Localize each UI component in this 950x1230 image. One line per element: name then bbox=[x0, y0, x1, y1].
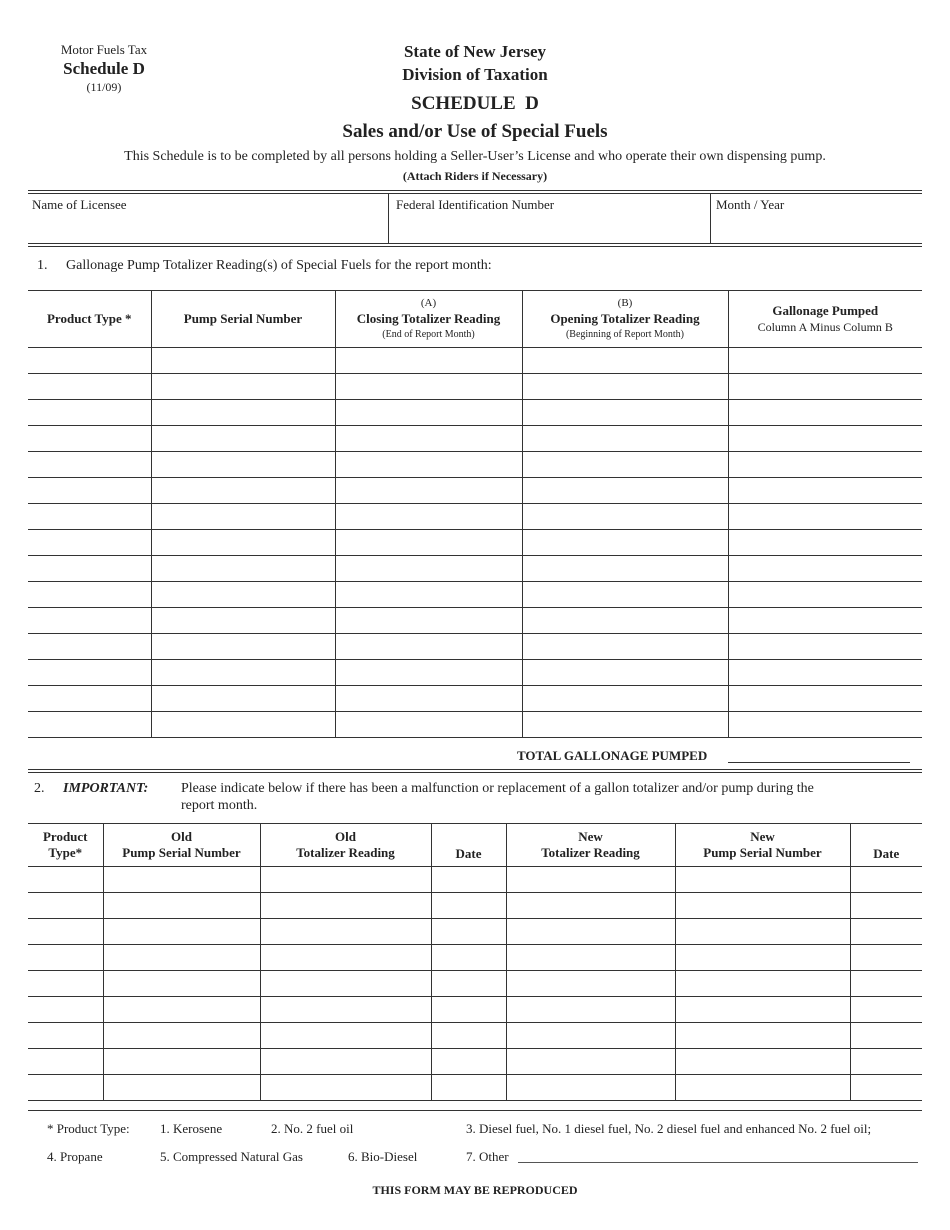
table-row bbox=[28, 712, 922, 738]
table-row bbox=[28, 686, 922, 712]
product-type-7: 7. Other bbox=[466, 1149, 509, 1164]
replacement-cell[interactable] bbox=[850, 893, 922, 919]
other-product-field[interactable] bbox=[518, 1162, 918, 1163]
col2-new-serial-line1: New bbox=[750, 829, 775, 844]
table-row bbox=[28, 556, 922, 582]
totalizer-cell[interactable] bbox=[728, 478, 922, 504]
replacement-cell[interactable] bbox=[28, 1023, 103, 1049]
section1-number: 1. bbox=[37, 258, 48, 273]
form-id-line2: Schedule D bbox=[63, 59, 145, 78]
totalizer-cell[interactable] bbox=[335, 582, 522, 608]
replacement-cell[interactable] bbox=[431, 1049, 506, 1075]
table-row bbox=[28, 530, 922, 556]
col2-old-reading-line1: Old bbox=[335, 829, 356, 844]
licensee-name-field[interactable] bbox=[30, 214, 386, 242]
replacement-cell[interactable] bbox=[506, 945, 675, 971]
replacement-cell[interactable] bbox=[675, 945, 850, 971]
table-row bbox=[28, 478, 922, 504]
table-row bbox=[28, 893, 922, 919]
replacement-cell[interactable] bbox=[260, 945, 431, 971]
form-id-line1: Motor Fuels Tax bbox=[60, 42, 148, 57]
totalizer-cell[interactable] bbox=[151, 582, 335, 608]
totalizer-cell[interactable] bbox=[335, 478, 522, 504]
replacement-cell[interactable] bbox=[431, 1023, 506, 1049]
replacement-cell[interactable] bbox=[28, 867, 103, 893]
totalizer-cell[interactable] bbox=[151, 426, 335, 452]
table-row bbox=[28, 660, 922, 686]
table-row bbox=[28, 1075, 922, 1101]
totalizer-cell[interactable] bbox=[335, 400, 522, 426]
replacement-cell[interactable] bbox=[103, 1049, 260, 1075]
replacement-cell[interactable] bbox=[675, 1023, 850, 1049]
totalizer-cell[interactable] bbox=[28, 374, 151, 400]
totalizer-cell[interactable] bbox=[335, 686, 522, 712]
replacement-cell[interactable] bbox=[850, 1023, 922, 1049]
replacement-cell[interactable] bbox=[103, 1023, 260, 1049]
totalizer-cell[interactable] bbox=[28, 660, 151, 686]
table-row bbox=[28, 426, 922, 452]
col2-new-reading-line1: New bbox=[578, 829, 603, 844]
totalizer-cell[interactable] bbox=[522, 374, 728, 400]
replacement-cell[interactable] bbox=[28, 971, 103, 997]
col2-old-reading-line2: Totalizer Reading bbox=[296, 845, 395, 860]
totalizer-cell[interactable] bbox=[151, 530, 335, 556]
replacement-cell[interactable] bbox=[431, 893, 506, 919]
totalizer-cell[interactable] bbox=[335, 712, 522, 738]
replacement-cell[interactable] bbox=[28, 919, 103, 945]
product-type-1: 1. Kerosene bbox=[160, 1121, 223, 1136]
instruction-text: This Schedule is to be completed by all persons holding a Seller-User’s License and who operate their own dispensing pump. bbox=[124, 149, 826, 164]
fein-label: Federal Identification Number bbox=[396, 197, 555, 212]
totalizer-cell[interactable] bbox=[151, 634, 335, 660]
col2-old-serial-line1: Old bbox=[171, 829, 192, 844]
replacement-cell[interactable] bbox=[675, 997, 850, 1023]
table-row bbox=[28, 634, 922, 660]
schedule-title: SCHEDULE D bbox=[411, 93, 539, 114]
replacement-cell[interactable] bbox=[28, 893, 103, 919]
totalizer-cell[interactable] bbox=[728, 608, 922, 634]
replacement-cell[interactable] bbox=[431, 997, 506, 1023]
replacement-cell[interactable] bbox=[28, 1049, 103, 1075]
replacement-cell[interactable] bbox=[675, 971, 850, 997]
replacement-cell[interactable] bbox=[431, 971, 506, 997]
total-gallonage-label: TOTAL GALLONAGE PUMPED bbox=[517, 748, 708, 763]
totalizer-cell[interactable] bbox=[151, 452, 335, 478]
table-row bbox=[28, 1023, 922, 1049]
totalizer-cell[interactable] bbox=[151, 608, 335, 634]
totalizer-cell[interactable] bbox=[728, 530, 922, 556]
attach-riders-note: (Attach Riders if Necessary) bbox=[402, 169, 548, 183]
product-type-4: 4. Propane bbox=[47, 1149, 103, 1164]
important-label: IMPORTANT: bbox=[63, 781, 149, 796]
totalizer-cell[interactable] bbox=[335, 504, 522, 530]
product-type-legend-label: * Product Type: bbox=[47, 1121, 130, 1136]
replacement-cell[interactable] bbox=[675, 1075, 850, 1101]
month-year-label: Month / Year bbox=[716, 197, 785, 212]
table-row bbox=[28, 348, 922, 374]
replacement-cell[interactable] bbox=[28, 1075, 103, 1101]
totalizer-cell[interactable] bbox=[522, 660, 728, 686]
totalizer-cell[interactable] bbox=[522, 582, 728, 608]
state-name: State of New Jersey bbox=[403, 42, 547, 61]
replacement-cell[interactable] bbox=[260, 893, 431, 919]
replacement-cell[interactable] bbox=[260, 997, 431, 1023]
table-row bbox=[28, 582, 922, 608]
totalizer-cell[interactable] bbox=[728, 426, 922, 452]
table-row bbox=[28, 867, 922, 893]
col-a-note: (End of Report Month) bbox=[382, 329, 475, 340]
section2-text-line2: report month. bbox=[181, 798, 258, 813]
replacement-cell[interactable] bbox=[506, 893, 675, 919]
section2-text-line1: Please indicate below if there has been a malfunction or replacement of a gallon totalizer and/or pump during the bbox=[181, 781, 814, 796]
replacement-cell[interactable] bbox=[850, 867, 922, 893]
totalizer-cell[interactable] bbox=[728, 686, 922, 712]
totalizer-cell[interactable] bbox=[28, 634, 151, 660]
col-b-letter: (B) bbox=[617, 297, 633, 309]
replacement-cell[interactable] bbox=[103, 997, 260, 1023]
replacement-cell[interactable] bbox=[850, 1075, 922, 1101]
col2-product-type bbox=[28, 824, 103, 867]
product-type-3: 3. Diesel fuel, No. 1 diesel fuel, No. 2 diesel fuel and enhanced No. 2 fuel oil; bbox=[466, 1121, 872, 1136]
table-row bbox=[28, 919, 922, 945]
totalizer-cell[interactable] bbox=[28, 452, 151, 478]
table-row bbox=[28, 452, 922, 478]
replacement-cell[interactable] bbox=[431, 867, 506, 893]
totalizer-cell[interactable] bbox=[28, 530, 151, 556]
replacement-cell[interactable] bbox=[675, 893, 850, 919]
col2-old-totalizer bbox=[260, 824, 431, 867]
totalizer-cell[interactable] bbox=[728, 374, 922, 400]
replacement-cell[interactable] bbox=[103, 1075, 260, 1101]
totalizer-cell[interactable] bbox=[522, 478, 728, 504]
col2-new-totalizer bbox=[506, 824, 675, 867]
totalizer-cell[interactable] bbox=[522, 556, 728, 582]
form-id-line3: (11/09) bbox=[86, 80, 122, 94]
col-b-note: (Beginning of Report Month) bbox=[565, 329, 685, 340]
totalizer-cell[interactable] bbox=[335, 634, 522, 660]
section1-title: Gallonage Pump Totalizer Reading(s) of Special Fuels for the report month: bbox=[66, 258, 492, 273]
page-title: Sales and/or Use of Special Fuels bbox=[342, 121, 608, 142]
totalizer-cell[interactable] bbox=[151, 478, 335, 504]
totalizer-cell[interactable] bbox=[522, 686, 728, 712]
table-row bbox=[28, 997, 922, 1023]
replacement-cell[interactable] bbox=[675, 919, 850, 945]
replacement-cell[interactable] bbox=[506, 867, 675, 893]
table-row bbox=[28, 400, 922, 426]
replacement-cell[interactable] bbox=[260, 971, 431, 997]
col-g-title: Gallonage Pumped bbox=[772, 303, 879, 318]
totalizer-cell[interactable] bbox=[522, 608, 728, 634]
table-row bbox=[28, 1049, 922, 1075]
replacement-cell[interactable] bbox=[103, 893, 260, 919]
col2-product-line1: Product bbox=[42, 829, 88, 844]
col2-new-serial-line2: Pump Serial Number bbox=[703, 845, 822, 860]
totalizer-cell[interactable] bbox=[522, 452, 728, 478]
table-row bbox=[28, 971, 922, 997]
totalizer-cell[interactable] bbox=[151, 660, 335, 686]
product-type-2: 2. No. 2 fuel oil bbox=[271, 1121, 354, 1136]
section2-number: 2. bbox=[34, 781, 45, 796]
replacement-cell[interactable] bbox=[850, 971, 922, 997]
product-type-6: 6. Bio-Diesel bbox=[348, 1149, 418, 1164]
replacement-cell[interactable] bbox=[28, 945, 103, 971]
replacement-cell[interactable] bbox=[850, 919, 922, 945]
totalizer-cell[interactable] bbox=[335, 556, 522, 582]
totalizer-cell[interactable] bbox=[522, 712, 728, 738]
col-product-type: Product Type * bbox=[28, 291, 151, 348]
totalizer-cell[interactable] bbox=[728, 504, 922, 530]
replacement-cell[interactable] bbox=[850, 945, 922, 971]
col-opening-reading bbox=[522, 291, 728, 348]
replacement-cell[interactable] bbox=[260, 867, 431, 893]
totalizer-cell[interactable] bbox=[522, 348, 728, 374]
table-row bbox=[28, 374, 922, 400]
replacement-cell[interactable] bbox=[850, 1049, 922, 1075]
totalizer-cell[interactable] bbox=[335, 660, 522, 686]
col-a-letter: (A) bbox=[420, 297, 437, 309]
totalizer-cell[interactable] bbox=[522, 400, 728, 426]
replacement-cell[interactable] bbox=[260, 1023, 431, 1049]
replacement-cell[interactable] bbox=[850, 997, 922, 1023]
replacement-cell[interactable] bbox=[103, 945, 260, 971]
col-b-title: Opening Totalizer Reading bbox=[550, 311, 700, 326]
replacement-cell[interactable] bbox=[431, 1075, 506, 1101]
col2-new-reading-line2: Totalizer Reading bbox=[541, 845, 640, 860]
replacement-cell[interactable] bbox=[506, 997, 675, 1023]
totalizer-cell[interactable] bbox=[728, 712, 922, 738]
totalizer-cell[interactable] bbox=[522, 426, 728, 452]
totalizer-cell[interactable] bbox=[522, 530, 728, 556]
totalizer-cell[interactable] bbox=[335, 374, 522, 400]
col2-old-serial-line2: Pump Serial Number bbox=[122, 845, 241, 860]
total-gallonage-field[interactable] bbox=[728, 762, 910, 763]
totalizer-cell[interactable] bbox=[728, 660, 922, 686]
totalizer-cell[interactable] bbox=[335, 348, 522, 374]
totalizer-cell[interactable] bbox=[151, 348, 335, 374]
col-pump-serial: Pump Serial Number bbox=[151, 291, 335, 348]
col2-new-pump-serial bbox=[675, 824, 850, 867]
replacement-cell[interactable] bbox=[675, 867, 850, 893]
totalizer-cell[interactable] bbox=[728, 582, 922, 608]
totalizer-cell[interactable] bbox=[728, 634, 922, 660]
replacement-cell[interactable] bbox=[431, 919, 506, 945]
totalizer-cell[interactable] bbox=[151, 556, 335, 582]
col2-date-new: Date bbox=[850, 824, 922, 867]
totalizer-cell[interactable] bbox=[335, 426, 522, 452]
table-row bbox=[28, 608, 922, 634]
table-row bbox=[28, 504, 922, 530]
col-gallonage-pumped bbox=[728, 291, 922, 348]
totalizer-cell[interactable] bbox=[28, 556, 151, 582]
col2-product-line2: Type* bbox=[48, 845, 83, 860]
replacement-cell[interactable] bbox=[506, 971, 675, 997]
col-a-title: Closing Totalizer Reading bbox=[356, 311, 501, 326]
licensee-name-label: Name of Licensee bbox=[32, 197, 127, 212]
totalizer-cell[interactable] bbox=[151, 400, 335, 426]
col-closing-reading bbox=[335, 291, 522, 348]
replacement-cell[interactable] bbox=[103, 867, 260, 893]
totalizer-cell[interactable] bbox=[728, 348, 922, 374]
division-name: Division of Taxation bbox=[402, 65, 548, 84]
fein-field[interactable] bbox=[392, 214, 707, 242]
totalizer-cell[interactable] bbox=[28, 504, 151, 530]
totalizer-cell[interactable] bbox=[151, 686, 335, 712]
totalizer-cell[interactable] bbox=[28, 582, 151, 608]
totalizer-cell[interactable] bbox=[28, 426, 151, 452]
replacement-cell[interactable] bbox=[28, 997, 103, 1023]
totalizer-cell[interactable] bbox=[28, 686, 151, 712]
replacement-table bbox=[28, 823, 922, 1101]
totalizer-table bbox=[28, 290, 922, 738]
totalizer-cell[interactable] bbox=[28, 712, 151, 738]
totalizer-cell[interactable] bbox=[522, 634, 728, 660]
replacement-cell[interactable] bbox=[260, 919, 431, 945]
replacement-cell[interactable] bbox=[506, 919, 675, 945]
totalizer-cell[interactable] bbox=[28, 348, 151, 374]
replacement-cell[interactable] bbox=[506, 1049, 675, 1075]
totalizer-cell[interactable] bbox=[728, 556, 922, 582]
month-year-field[interactable] bbox=[714, 214, 920, 242]
totalizer-cell[interactable] bbox=[335, 530, 522, 556]
table-row bbox=[28, 945, 922, 971]
replacement-cell[interactable] bbox=[506, 1075, 675, 1101]
replacement-cell[interactable] bbox=[103, 971, 260, 997]
replacement-cell[interactable] bbox=[675, 1049, 850, 1075]
totalizer-cell[interactable] bbox=[728, 400, 922, 426]
replacement-cell[interactable] bbox=[260, 1075, 431, 1101]
totalizer-cell[interactable] bbox=[335, 452, 522, 478]
totalizer-cell[interactable] bbox=[335, 608, 522, 634]
totalizer-cell[interactable] bbox=[151, 504, 335, 530]
totalizer-cell[interactable] bbox=[151, 712, 335, 738]
col2-old-pump-serial bbox=[103, 824, 260, 867]
replacement-cell[interactable] bbox=[506, 1023, 675, 1049]
totalizer-cell[interactable] bbox=[28, 400, 151, 426]
replacement-cell[interactable] bbox=[260, 1049, 431, 1075]
col-g-note: Column A Minus Column B bbox=[757, 320, 893, 334]
totalizer-cell[interactable] bbox=[522, 504, 728, 530]
product-type-5: 5. Compressed Natural Gas bbox=[160, 1149, 303, 1164]
footer-note: THIS FORM MAY BE REPRODUCED bbox=[372, 1183, 578, 1197]
replacement-cell[interactable] bbox=[431, 945, 506, 971]
totalizer-cell[interactable] bbox=[28, 608, 151, 634]
totalizer-cell[interactable] bbox=[728, 452, 922, 478]
col2-date-old: Date bbox=[431, 824, 506, 867]
totalizer-cell[interactable] bbox=[28, 478, 151, 504]
replacement-cell[interactable] bbox=[103, 919, 260, 945]
totalizer-cell[interactable] bbox=[151, 374, 335, 400]
